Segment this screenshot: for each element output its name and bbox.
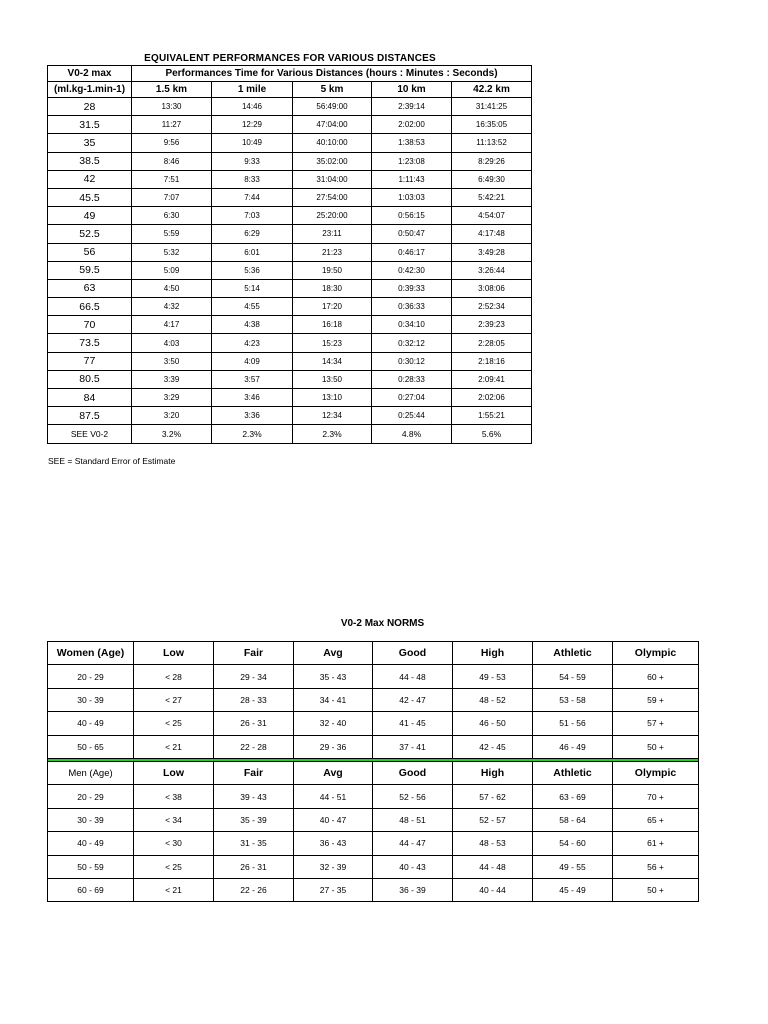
time-cell: 9:33: [212, 152, 293, 170]
time-cell: 6:49:30: [452, 170, 532, 188]
norm-category-header: Fair: [214, 761, 294, 784]
time-cell: 2:28:05: [452, 334, 532, 352]
norm-range-cell: 46 - 50: [453, 712, 533, 735]
norm-range-cell: 63 - 69: [533, 785, 613, 808]
time-cell: 3:08:06: [452, 279, 532, 297]
time-cell: 0:46:17: [372, 243, 452, 261]
norm-range-cell: 31 - 35: [214, 832, 294, 855]
norm-range-cell: 59 +: [613, 688, 699, 711]
see-value-cell: 4.8%: [372, 425, 452, 443]
distance-header: 5 km: [293, 82, 372, 98]
norm-range-cell: 26 - 31: [214, 855, 294, 878]
time-cell: 2:02:00: [372, 116, 452, 134]
time-cell: 5:42:21: [452, 188, 532, 206]
norm-range-cell: 57 +: [613, 712, 699, 735]
table1-row: [48, 298, 532, 316]
time-cell: 7:03: [212, 207, 293, 225]
vo2max-value-cell: 80.5: [48, 370, 132, 388]
time-cell: 8:33: [212, 170, 293, 188]
norm-range-cell: 44 - 51: [294, 785, 373, 808]
norm-range-cell: 50 +: [613, 735, 699, 758]
time-cell: 0:50:47: [372, 225, 452, 243]
norm-range-cell: 44 - 48: [453, 855, 533, 878]
norm-range-cell: 40 - 47: [294, 808, 373, 831]
norm-range-cell: 42 - 47: [373, 688, 453, 711]
time-cell: 31:41:25: [452, 98, 532, 116]
time-cell: 8:29:26: [452, 152, 532, 170]
norm-category-header: Low: [134, 761, 214, 784]
time-cell: 0:39:33: [372, 279, 452, 297]
time-cell: 47:04:00: [293, 116, 372, 134]
see-value-cell: 3.2%: [132, 425, 212, 443]
time-cell: 6:29: [212, 225, 293, 243]
norm-range-cell: 35 - 39: [214, 808, 294, 831]
norm-range-cell: < 27: [134, 688, 214, 711]
norm-range-cell: 48 - 51: [373, 808, 453, 831]
table1-row: [48, 243, 532, 261]
norm-category-header: High: [453, 761, 533, 784]
time-cell: 2:39:14: [372, 98, 452, 116]
time-cell: 4:17: [132, 316, 212, 334]
time-cell: 2:09:41: [452, 370, 532, 388]
norm-range-cell: 48 - 53: [453, 832, 533, 855]
time-cell: 13:10: [293, 389, 372, 407]
norm-category-header: Fair: [214, 642, 294, 665]
equivalent-performances-title: EQUIVALENT PERFORMANCES FOR VARIOUS DISTANCES: [144, 53, 436, 64]
vo2max-value-cell: 49: [48, 207, 132, 225]
time-cell: 0:36:33: [372, 298, 452, 316]
norm-range-cell: 39 - 43: [214, 785, 294, 808]
time-cell: 0:25:44: [372, 407, 452, 425]
age-range-cell: 20 - 29: [48, 785, 134, 808]
norm-range-cell: 40 - 44: [453, 878, 533, 901]
table1-header-row-1: [48, 66, 532, 82]
norm-range-cell: < 25: [134, 855, 214, 878]
time-cell: 13:50: [293, 370, 372, 388]
table1-row: [48, 98, 532, 116]
time-cell: 3:50: [132, 352, 212, 370]
table1-row: [48, 316, 532, 334]
norm-range-cell: 28 - 33: [214, 688, 294, 711]
time-cell: 0:30:12: [372, 352, 452, 370]
time-cell: 3:20: [132, 407, 212, 425]
age-range-cell: 20 - 29: [48, 665, 134, 688]
time-cell: 4:54:07: [452, 207, 532, 225]
time-cell: 1:11:43: [372, 170, 452, 188]
vo2max-value-cell: 31.5: [48, 116, 132, 134]
time-cell: 4:32: [132, 298, 212, 316]
time-cell: 35:02:00: [293, 152, 372, 170]
time-cell: 4:55: [212, 298, 293, 316]
time-cell: 5:36: [212, 261, 293, 279]
time-cell: 15:23: [293, 334, 372, 352]
time-cell: 0:34:10: [372, 316, 452, 334]
norm-range-cell: 54 - 60: [533, 832, 613, 855]
norm-range-cell: 65 +: [613, 808, 699, 831]
time-cell: 19:50: [293, 261, 372, 279]
time-cell: 40:10:00: [293, 134, 372, 152]
norm-range-cell: < 25: [134, 712, 214, 735]
time-cell: 0:56:15: [372, 207, 452, 225]
norm-range-cell: 36 - 43: [294, 832, 373, 855]
time-cell: 2:02:06: [452, 389, 532, 407]
distance-header: 10 km: [372, 82, 452, 98]
men-norm-row: [48, 785, 699, 808]
time-cell: 4:17:48: [452, 225, 532, 243]
norm-range-cell: 48 - 52: [453, 688, 533, 711]
norm-range-cell: < 34: [134, 808, 214, 831]
vo2max-value-cell: 42: [48, 170, 132, 188]
see-value-cell: 5.6%: [452, 425, 532, 443]
norm-range-cell: 46 - 49: [533, 735, 613, 758]
time-cell: 14:46: [212, 98, 293, 116]
time-cell: 16:18: [293, 316, 372, 334]
time-cell: 11:27: [132, 116, 212, 134]
time-cell: 4:38: [212, 316, 293, 334]
time-cell: 5:32: [132, 243, 212, 261]
see-value-cell: 2.3%: [212, 425, 293, 443]
norm-category-header: Olympic: [613, 642, 699, 665]
table1-row: [48, 407, 532, 425]
norm-range-cell: 52 - 56: [373, 785, 453, 808]
table1-row: [48, 116, 532, 134]
vo2max-value-cell: 59.5: [48, 261, 132, 279]
age-range-cell: 50 - 59: [48, 855, 134, 878]
time-cell: 12:29: [212, 116, 293, 134]
see-label-cell: SEE V0-2: [48, 425, 132, 443]
norm-range-cell: 37 - 41: [373, 735, 453, 758]
time-cell: 31:04:00: [293, 170, 372, 188]
vo2max-value-cell: 56: [48, 243, 132, 261]
time-cell: 0:32:12: [372, 334, 452, 352]
norm-range-cell: 29 - 36: [294, 735, 373, 758]
norm-range-cell: 45 - 49: [533, 878, 613, 901]
men-header-row: [48, 761, 699, 784]
norm-category-header: High: [453, 642, 533, 665]
table1-row: [48, 370, 532, 388]
norm-range-cell: 49 - 55: [533, 855, 613, 878]
time-cell: 4:23: [212, 334, 293, 352]
time-cell: 56:49:00: [293, 98, 372, 116]
time-cell: 4:50: [132, 279, 212, 297]
men-norm-row: [48, 878, 699, 901]
women-norm-row: [48, 688, 699, 711]
time-cell: 2:39:23: [452, 316, 532, 334]
vo2max-value-cell: 87.5: [48, 407, 132, 425]
norm-range-cell: 22 - 28: [214, 735, 294, 758]
norm-range-cell: 57 - 62: [453, 785, 533, 808]
women-norm-row: [48, 712, 699, 735]
time-cell: 16:35:05: [452, 116, 532, 134]
norm-range-cell: 61 +: [613, 832, 699, 855]
time-cell: 13:30: [132, 98, 212, 116]
time-cell: 2:18:16: [452, 352, 532, 370]
norm-range-cell: 49 - 53: [453, 665, 533, 688]
norm-category-header: Low: [134, 642, 214, 665]
time-cell: 3:49:28: [452, 243, 532, 261]
time-cell: 7:44: [212, 188, 293, 206]
time-cell: 4:03: [132, 334, 212, 352]
norm-range-cell: 29 - 34: [214, 665, 294, 688]
norm-range-cell: 22 - 26: [214, 878, 294, 901]
vo2max-value-cell: 84: [48, 389, 132, 407]
norm-category-header: Good: [373, 642, 453, 665]
norm-category-header: Avg: [294, 761, 373, 784]
vo2max-units-header: (ml.kg-1.min-1): [48, 82, 132, 98]
men-norm-row: [48, 808, 699, 831]
time-cell: 18:30: [293, 279, 372, 297]
time-cell: 11:13:52: [452, 134, 532, 152]
table1-row: [48, 225, 532, 243]
norm-range-cell: 44 - 47: [373, 832, 453, 855]
norm-range-cell: 56 +: [613, 855, 699, 878]
see-footnote: SEE = Standard Error of Estimate: [48, 456, 176, 466]
women-header-row: [48, 642, 699, 665]
time-cell: 2:52:34: [452, 298, 532, 316]
norm-range-cell: 41 - 45: [373, 712, 453, 735]
norm-range-cell: 32 - 39: [294, 855, 373, 878]
time-cell: 0:27:04: [372, 389, 452, 407]
table1-row: [48, 279, 532, 297]
norm-range-cell: 54 - 59: [533, 665, 613, 688]
norm-range-cell: 27 - 35: [294, 878, 373, 901]
norm-range-cell: < 30: [134, 832, 214, 855]
vo2max-norms-title: V0-2 Max NORMS: [340, 618, 425, 629]
women-norm-row: [48, 735, 699, 758]
vo2max-value-cell: 73.5: [48, 334, 132, 352]
men-norm-row: [48, 832, 699, 855]
norm-range-cell: 50 +: [613, 878, 699, 901]
time-cell: 3:46: [212, 389, 293, 407]
norm-range-cell: < 21: [134, 878, 214, 901]
women-norm-row: [48, 665, 699, 688]
time-cell: 3:29: [132, 389, 212, 407]
vo2max-value-cell: 38.5: [48, 152, 132, 170]
norm-range-cell: 32 - 40: [294, 712, 373, 735]
norm-range-cell: 36 - 39: [373, 878, 453, 901]
distance-header: 1 mile: [212, 82, 293, 98]
age-range-cell: 40 - 49: [48, 712, 134, 735]
norm-range-cell: 51 - 56: [533, 712, 613, 735]
norm-range-cell: 52 - 57: [453, 808, 533, 831]
table1-row: [48, 207, 532, 225]
vo2max-value-cell: 35: [48, 134, 132, 152]
norm-range-cell: 34 - 41: [294, 688, 373, 711]
vo2max-value-cell: 45.5: [48, 188, 132, 206]
norm-range-cell: < 38: [134, 785, 214, 808]
time-cell: 23:11: [293, 225, 372, 243]
men-norm-row: [48, 855, 699, 878]
vo2max-value-cell: 77: [48, 352, 132, 370]
see-value-cell: 2.3%: [293, 425, 372, 443]
norm-range-cell: < 21: [134, 735, 214, 758]
time-cell: 10:49: [212, 134, 293, 152]
time-cell: 17:20: [293, 298, 372, 316]
time-cell: 1:23:08: [372, 152, 452, 170]
table1-row: [48, 389, 532, 407]
time-cell: 6:30: [132, 207, 212, 225]
table1-row: [48, 261, 532, 279]
vo2max-header: V0-2 max: [48, 66, 132, 82]
see-row: [48, 425, 532, 443]
time-cell: 0:42:30: [372, 261, 452, 279]
norm-range-cell: 70 +: [613, 785, 699, 808]
vo2max-norms-table: [47, 641, 699, 902]
distance-header: 42.2 km: [452, 82, 532, 98]
time-cell: 3:26:44: [452, 261, 532, 279]
age-group-header: Women (Age): [48, 642, 134, 665]
time-cell: 5:09: [132, 261, 212, 279]
performance-times-header: Performances Time for Various Distances (hours : Minutes : Seconds): [132, 66, 532, 82]
norm-range-cell: 26 - 31: [214, 712, 294, 735]
time-cell: 4:09: [212, 352, 293, 370]
time-cell: 1:03:03: [372, 188, 452, 206]
time-cell: 27:54:00: [293, 188, 372, 206]
table1-header-row-2: [48, 82, 532, 98]
time-cell: 3:36: [212, 407, 293, 425]
time-cell: 9:56: [132, 134, 212, 152]
time-cell: 25:20:00: [293, 207, 372, 225]
time-cell: 6:01: [212, 243, 293, 261]
norm-range-cell: < 28: [134, 665, 214, 688]
vo2max-value-cell: 52.5: [48, 225, 132, 243]
time-cell: 3:57: [212, 370, 293, 388]
table1-row: [48, 134, 532, 152]
vo2max-value-cell: 70: [48, 316, 132, 334]
vo2max-value-cell: 28: [48, 98, 132, 116]
time-cell: 12:34: [293, 407, 372, 425]
age-group-header: Men (Age): [48, 761, 134, 784]
table1-row: [48, 170, 532, 188]
norm-category-header: Olympic: [613, 761, 699, 784]
vo2max-value-cell: 63: [48, 279, 132, 297]
table1-row: [48, 334, 532, 352]
age-range-cell: 40 - 49: [48, 832, 134, 855]
time-cell: 1:38:53: [372, 134, 452, 152]
time-cell: 5:59: [132, 225, 212, 243]
age-range-cell: 60 - 69: [48, 878, 134, 901]
vo2max-value-cell: 66.5: [48, 298, 132, 316]
age-range-cell: 30 - 39: [48, 808, 134, 831]
norm-range-cell: 40 - 43: [373, 855, 453, 878]
time-cell: 3:39: [132, 370, 212, 388]
time-cell: 5:14: [212, 279, 293, 297]
time-cell: 0:28:33: [372, 370, 452, 388]
table1-row: [48, 152, 532, 170]
age-range-cell: 30 - 39: [48, 688, 134, 711]
table1-row: [48, 352, 532, 370]
distance-header: 1.5 km: [132, 82, 212, 98]
norm-category-header: Athletic: [533, 642, 613, 665]
table1-row: [48, 188, 532, 206]
norm-range-cell: 44 - 48: [373, 665, 453, 688]
age-range-cell: 50 - 65: [48, 735, 134, 758]
norm-range-cell: 60 +: [613, 665, 699, 688]
norm-category-header: Avg: [294, 642, 373, 665]
time-cell: 7:07: [132, 188, 212, 206]
time-cell: 7:51: [132, 170, 212, 188]
norm-range-cell: 58 - 64: [533, 808, 613, 831]
equivalent-performances-table: [47, 65, 532, 444]
norm-range-cell: 42 - 45: [453, 735, 533, 758]
time-cell: 1:55:21: [452, 407, 532, 425]
norm-range-cell: 35 - 43: [294, 665, 373, 688]
norm-category-header: Athletic: [533, 761, 613, 784]
norm-category-header: Good: [373, 761, 453, 784]
norm-range-cell: 53 - 58: [533, 688, 613, 711]
time-cell: 14:34: [293, 352, 372, 370]
time-cell: 8:46: [132, 152, 212, 170]
time-cell: 21:23: [293, 243, 372, 261]
